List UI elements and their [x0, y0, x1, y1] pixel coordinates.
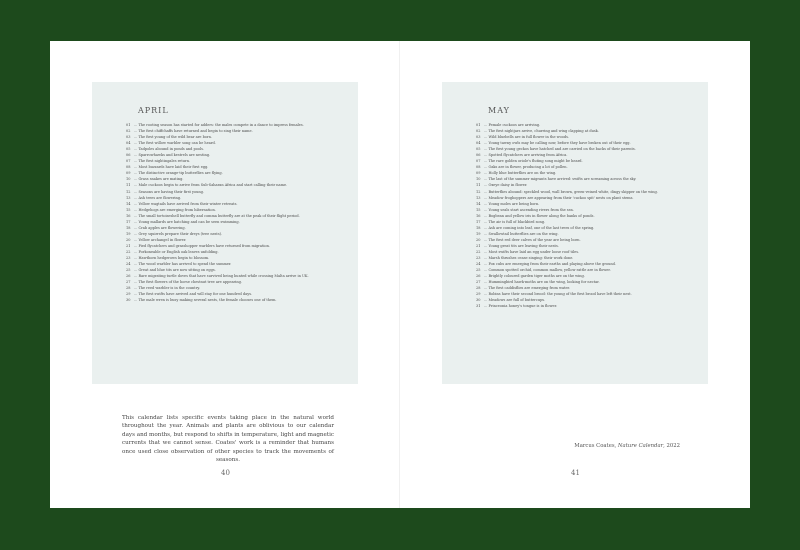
entry-text: ... Male cuckoos begin to arrive from Sub-Saharan Africa and start calling their name. — [134, 183, 288, 188]
entry-day: 10 — [126, 177, 131, 182]
entry-day: 23 — [476, 256, 481, 261]
entry-day: 14 — [476, 201, 481, 206]
entry-day: 05 — [126, 147, 131, 152]
entry-text: ... The small tortoiseshell butterfly and comma butterfly are at the peak of their flight period. — [134, 213, 300, 218]
entry-day: 25 — [476, 268, 481, 273]
entry-text: ... Holly blue butterflies are on the wing. — [484, 171, 557, 176]
entry-text: ... Yellow archangel in flower. — [134, 237, 187, 242]
entry-text: ... Grass snakes are mating. — [134, 177, 184, 182]
entry-day: 22 — [476, 249, 481, 254]
entry-text: ... Oaks are in flower, producing a lot of pollen. — [484, 165, 568, 170]
entry-text: ... Hummingbird hawk-moths are on the wing, looking for nectar. — [484, 280, 600, 285]
entry-text: ... Great and blue tits are now sitting on eggs. — [134, 268, 216, 273]
entry-text: ... Butterflies abound: speckled wood, wall brown, green-veined white, dingy skipper on the wing. — [484, 189, 658, 194]
entry-text: ... The distinctive orange-tip butterflies are flying. — [134, 171, 223, 176]
entry-day: 28 — [126, 286, 131, 291]
entry-day: 12 — [126, 189, 131, 194]
entry-text: ... Princeonia honey's tongue is in flower. — [484, 304, 557, 309]
entry-day: 29 — [126, 292, 131, 297]
entry-text: ... The first willow warbler song can be heard. — [134, 141, 216, 146]
entry-text: ... Yellow wagtails have arrived from their winter retreats. — [134, 201, 238, 206]
entry-text: ... The air is full of blackbird song. — [484, 219, 546, 224]
entry-text: ... Most buzzards have laid their first egg. — [134, 165, 209, 170]
entry-day: 25 — [126, 268, 131, 273]
entry-day: 09 — [476, 171, 481, 176]
entry-day: 26 — [476, 274, 481, 279]
page-gutter — [399, 41, 400, 508]
entry-day: 28 — [476, 286, 481, 291]
entry-day: 24 — [476, 262, 481, 267]
entry-day: 02 — [126, 129, 131, 134]
entry-text: ... Common spotted orchid, common mallow, yellow rattle are in flower. — [484, 268, 611, 273]
entry-day: 30 — [126, 298, 131, 303]
credit-work-title: Nature Calendar — [617, 443, 664, 449]
entry-text: ... The first nightingales return. — [134, 159, 191, 164]
entry-day: 15 — [476, 207, 481, 212]
entry-text: ... Swallowtail butterflies are on the wing. — [484, 231, 559, 236]
entry-day: 08 — [476, 165, 481, 170]
entry-day: 29 — [476, 292, 481, 297]
credit-artist: Marcus Coates, — [574, 443, 618, 449]
entry-text: ... Grey squirrels prepare their dreys (tree nests). — [134, 231, 223, 236]
entry-day: 22 — [126, 249, 131, 254]
entry-day: 13 — [476, 195, 481, 200]
entry-day: 26 — [126, 274, 131, 279]
entry-day: 24 — [126, 262, 131, 267]
april-calendar-sheet — [92, 82, 358, 384]
entry-text: ... The last of the summer migrants have arrived: swifts are screaming across the sky. — [484, 177, 637, 182]
entry-day: 14 — [126, 201, 131, 206]
entry-text: ... The rooting season has started for adders: the males compete in a dance to impress females. — [134, 123, 304, 127]
entry-text: ... Meadow froghoppers are appearing from their 'cuckoo spit' nests on plant stems. — [484, 195, 634, 200]
page-number-left: 40 — [221, 469, 230, 477]
month-title-april: APRIL — [138, 106, 169, 115]
entry-day: 07 — [476, 159, 481, 164]
entry-text: ... The male wren is busy making several nests, the female chooses one of them. — [134, 298, 277, 303]
entry-text: ... Bogbean and yellow iris in flower along the banks of ponds. — [484, 213, 595, 218]
entry-text: ... Pied flycatchers and grasshopper warblers have returned from migration. — [134, 243, 270, 248]
entry-day: 16 — [126, 213, 131, 218]
entry-day: 11 — [126, 183, 131, 188]
entry-text: ... Young seals start ascending rivers from the sea. — [484, 207, 574, 212]
entry-day: 17 — [476, 219, 481, 224]
may-entries-list — [476, 122, 701, 309]
entry-text: ... The rare golden oriole's fluting song might be heard. — [484, 159, 583, 164]
entry-day: 18 — [476, 225, 481, 230]
entry-day: 12 — [476, 189, 481, 194]
entry-text: ... The first young of the wild bear are born. — [134, 135, 212, 140]
entry-day: 16 — [476, 213, 481, 218]
page-number-right: 41 — [571, 469, 580, 477]
entry-text: ... Ash trees are flowering. — [134, 195, 182, 200]
entry-day: 30 — [476, 298, 481, 303]
entry-text: ... The first red deer calves of the year are being born. — [484, 237, 581, 242]
entry-text: ... Most swifts have laid an egg under loose roof tiles. — [484, 249, 580, 254]
entry-text: ... The first chiffchaffs have returned and begin to sing their name. — [134, 129, 253, 134]
entry-text: ... Seasons are having their first young. — [134, 189, 204, 194]
entry-day: 04 — [126, 141, 131, 146]
entry-text: ... Robins have their second brood: the young of the first brood have left their nest. — [484, 292, 632, 297]
month-title-may: MAY — [488, 106, 510, 115]
entry-day: 27 — [476, 280, 481, 285]
entry-day: 17 — [126, 219, 131, 224]
entry-text: ... The wood warbler has arrived to spend the summer. — [134, 262, 232, 267]
entry-day: 01 — [476, 123, 481, 127]
entry-day: 31 — [476, 304, 481, 309]
entry-text: ... Forkoneable or English oak leaves unfolding. — [134, 249, 219, 254]
entry-day: 11 — [476, 183, 481, 188]
entry-text: ... Young mallards are hatching and can be seen swimming. — [134, 219, 240, 224]
april-entries-list — [126, 122, 351, 303]
entry-day: 21 — [126, 243, 131, 248]
entry-text: ... The first swifts have arrived and will stay for one hundred days. — [134, 292, 253, 297]
entry-text: ... Spotted flycatchers are arriving from Africa. — [484, 153, 568, 158]
credit-year: , 2022 — [663, 443, 680, 449]
entry-day: 03 — [126, 135, 131, 140]
entry-day: 15 — [126, 207, 131, 212]
entry-text: ... The first young geckos have hatched and are carried on the backs of their parents. — [484, 147, 636, 152]
entry-day: 01 — [126, 123, 131, 127]
entry-day: 02 — [476, 129, 481, 134]
entry-day: 13 — [126, 195, 131, 200]
entry-text: ... The first nightjars arrive, churring and wing clapping at dusk. — [484, 129, 599, 134]
entry-day: 09 — [126, 171, 131, 176]
entry-day: 03 — [476, 135, 481, 140]
entry-text: ... Tadpoles abound in ponds and pools. — [134, 147, 204, 152]
entry-day: 20 — [476, 237, 481, 242]
entry-text: ... The first flowers of the horse chestnut tree are appearing. — [134, 280, 242, 285]
entry-text: ... Female cuckoos are arriving. — [484, 123, 541, 127]
entry-day: 06 — [126, 153, 131, 158]
entry-day: 20 — [126, 237, 131, 242]
entry-day: 21 — [476, 243, 481, 248]
entry-text: ... Wild bluebells are in full flower in the woods. — [484, 135, 570, 140]
entry-text: ... Marsh thrushes cease singing: their work done. — [484, 256, 574, 261]
entry-text: ... Young tawny owls may be calling now, before they have broken out of their egg. — [484, 141, 631, 146]
calendar-entry — [476, 303, 701, 309]
may-calendar-sheet — [442, 82, 708, 384]
entry-day: 06 — [476, 153, 481, 158]
entry-day: 23 — [126, 256, 131, 261]
entry-text: ... The reed warbler is in the country. — [134, 286, 201, 291]
entry-text: ... Hawthorn hedgerows begin to blossom. — [134, 256, 210, 261]
entry-day: 27 — [126, 280, 131, 285]
entry-text: ... Ash are coming into leaf, one of the last trees of the spring. — [484, 225, 595, 230]
artwork-credit — [524, 443, 680, 449]
entry-text: ... Young moles are being born. — [484, 201, 540, 206]
entry-day: 07 — [126, 159, 131, 164]
entry-text: ... Hedgehogs are emerging from hibernation. — [134, 207, 216, 212]
calendar-entry — [126, 297, 351, 303]
entry-text: ... Young great tits are leaving their nests. — [484, 243, 559, 248]
entry-text: ... Oxeye daisy in flower. — [484, 183, 528, 188]
entry-day: 08 — [126, 165, 131, 170]
entry-text: ... The first caddisflies are emerging from water. — [484, 286, 570, 291]
entry-day: 18 — [126, 225, 131, 230]
entry-day: 10 — [476, 177, 481, 182]
entry-day: 05 — [476, 147, 481, 152]
entry-day: 19 — [126, 231, 131, 236]
book-spread — [50, 41, 750, 508]
entry-day: 19 — [476, 231, 481, 236]
entry-text: ... Brightly coloured garden tiger moths are on the wing. — [484, 274, 585, 279]
entry-day: 04 — [476, 141, 481, 146]
entry-text: ... Fox cubs are emerging from their earths and playing above the ground. — [484, 262, 617, 267]
entry-text: ... Meadows are full of buttercups. — [484, 298, 546, 303]
entry-text: ... Rare migrating turtle doves that have survived being hunted while crossing Malta arrive in UK. — [134, 274, 309, 279]
page-caption: This calendar lists specific events taking place in the natural world throughout the year. Animals and plants are oblivious to our calendar days and months, but respond to shifts in temperature, light and magnetic currents that we cannot sense. Coates' work is a reminder that humans once used close observation of other species to track the movements of seasons. — [122, 415, 334, 464]
entry-text: ... Sparrowhawks and kestrels are nesting. — [134, 153, 211, 158]
entry-text: ... Crab apples are flowering. — [134, 225, 186, 230]
